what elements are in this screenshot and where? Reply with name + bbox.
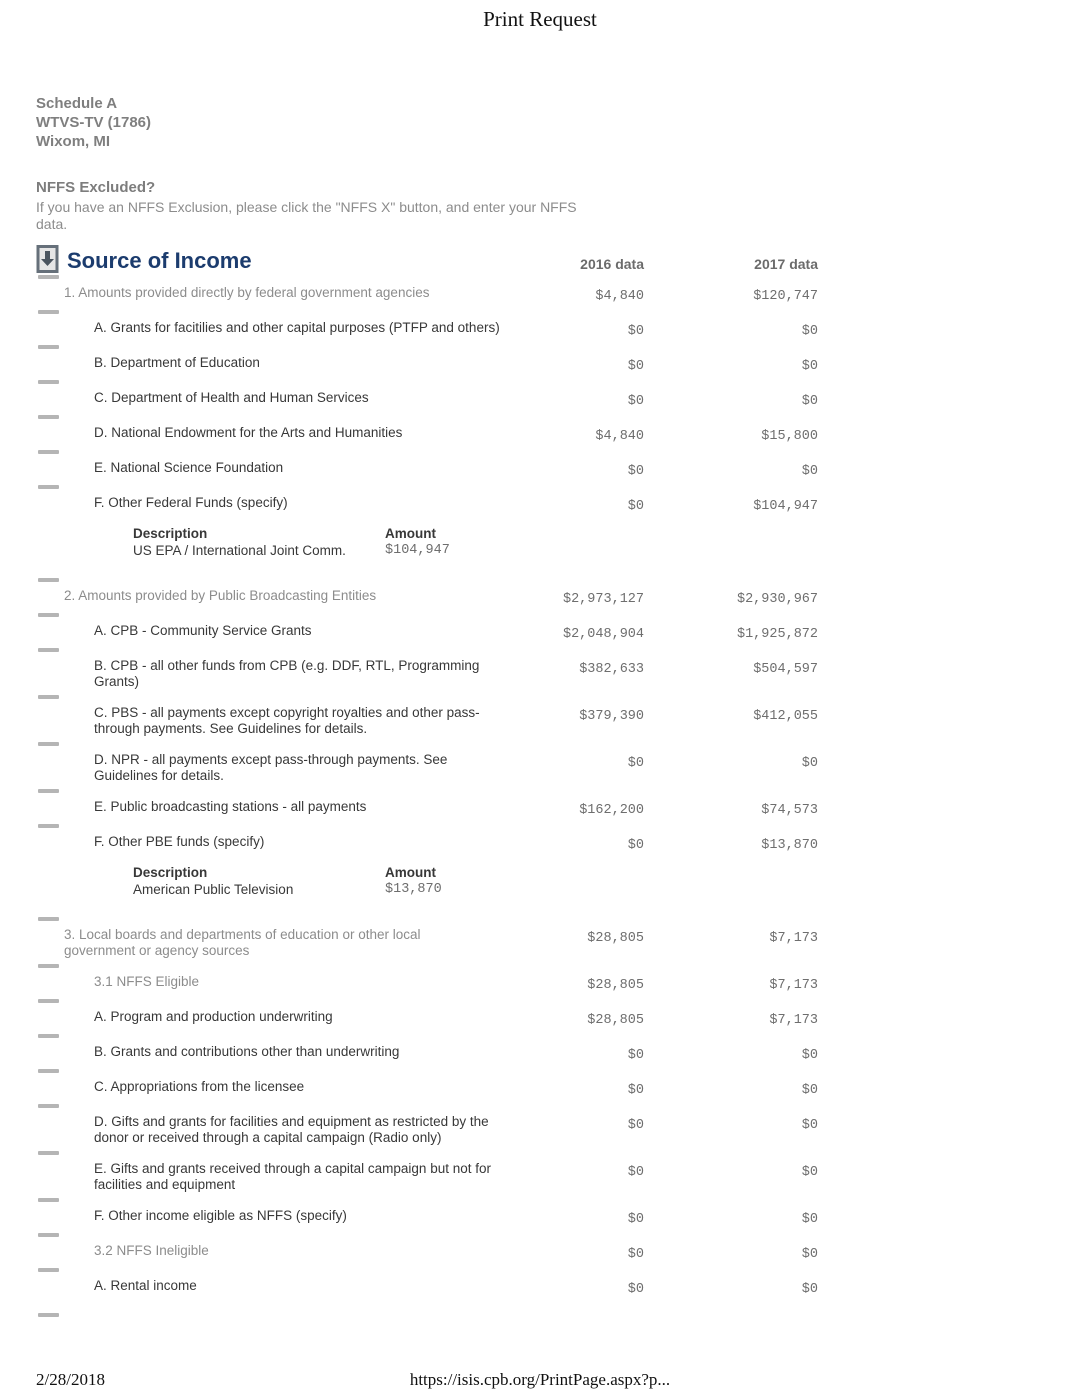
row-dash	[38, 613, 59, 617]
value-2017: $7,173	[769, 1013, 818, 1028]
row-label: C. Department of Health and Human Services	[94, 390, 369, 405]
value-2016: $0	[627, 1247, 644, 1262]
station-callsign: WTVS-TV (1786)	[36, 114, 152, 131]
detail-description-header: Description	[133, 526, 208, 541]
value-2016: $0	[627, 324, 644, 339]
value-2016: $0	[627, 394, 644, 409]
row-dash	[38, 1198, 59, 1202]
row-dash	[38, 789, 59, 793]
row-label: C. PBS - all payments except copyright royalties and other pass-through payments. See Guidelines for details.	[94, 705, 480, 736]
value-2016: $382,633	[579, 662, 644, 677]
value-2017: $7,173	[769, 931, 818, 946]
row-label: 3. Local boards and departments of education or other local government or agency sources	[64, 927, 421, 958]
table-row	[64, 1208, 1080, 1227]
value-2017: $0	[801, 1083, 818, 1098]
nffs-body-text: If you have an NFFS Exclusion, please click the "NFFS X" button, and enter your NFFS data.	[36, 199, 577, 232]
row-dash	[38, 415, 59, 419]
value-2017: $412,055	[753, 709, 818, 724]
row-dash	[38, 1151, 59, 1155]
row-label: D. NPR - all payments except pass-through payments. See Guidelines for details.	[94, 752, 448, 783]
value-2017: $0	[801, 756, 818, 771]
value-2017: $0	[801, 1247, 818, 1262]
row-label: E. National Science Foundation	[94, 460, 284, 475]
detail-amount: $13,870	[385, 882, 442, 897]
row-dash	[38, 742, 59, 746]
value-2017: $0	[801, 359, 818, 374]
row-label: 1. Amounts provided directly by federal government agencies	[64, 285, 430, 300]
row-label: B. Department of Education	[94, 355, 260, 370]
value-2017: $120,747	[753, 289, 818, 304]
section-title: Source of Income	[67, 248, 252, 273]
row-dash	[38, 1313, 59, 1317]
schedule-name: Schedule A	[36, 95, 118, 112]
value-2017: $0	[801, 464, 818, 479]
row-dash	[38, 1104, 59, 1108]
table-row	[64, 390, 1080, 409]
value-2017: $0	[801, 1212, 818, 1227]
row-dash	[38, 578, 59, 582]
detail-amount-header: Amount	[385, 526, 436, 541]
row-label: A. CPB - Community Service Grants	[94, 623, 312, 638]
value-2017: $2,930,967	[736, 592, 818, 607]
row-dash	[38, 964, 59, 968]
table-row	[64, 355, 1080, 374]
value-2016: $28,805	[587, 931, 644, 946]
row-label: A. Rental income	[94, 1278, 197, 1293]
page-title: Print Request	[483, 7, 597, 31]
table-row	[64, 588, 1080, 607]
station-info	[36, 94, 1080, 151]
value-2016: $0	[627, 499, 644, 514]
row-dash	[38, 450, 59, 454]
value-2016: $0	[627, 1282, 644, 1297]
table-row	[64, 834, 1080, 853]
row-dash	[38, 695, 59, 699]
table-row	[64, 927, 1080, 958]
value-2017: $15,800	[761, 429, 818, 444]
row-dash	[38, 1268, 59, 1272]
table-row	[64, 623, 1080, 642]
value-2016: $0	[627, 838, 644, 853]
footer-url: https://isis.cpb.org/PrintPage.aspx?p...	[409, 1370, 671, 1389]
value-2016: $162,200	[579, 803, 644, 818]
station-city: Wixom, MI	[36, 133, 111, 150]
value-2016: $28,805	[587, 978, 644, 993]
print-footer	[0, 1370, 1080, 1390]
value-2017: $74,573	[761, 803, 818, 818]
value-2017: $504,597	[753, 662, 818, 677]
value-2016: $2,973,127	[562, 592, 644, 607]
row-dash	[38, 275, 59, 279]
table-row	[64, 705, 1080, 736]
row-dash	[38, 999, 59, 1003]
row-label: D. National Endowment for the Arts and Humanities	[94, 425, 403, 440]
row-label: D. Gifts and grants for facilities and equipment as restricted by the donor or received through a capital campaign (Radio only)	[94, 1114, 489, 1145]
value-2017: $0	[801, 1282, 818, 1297]
value-2017: $1,925,872	[736, 627, 818, 642]
row-label: 3.2 NFFS Ineligible	[94, 1243, 209, 1258]
row-label: A. Program and production underwriting	[94, 1009, 333, 1024]
row-label: F. Other Federal Funds (specify)	[94, 495, 288, 510]
row-dash	[38, 1233, 59, 1237]
value-2016: $379,390	[579, 709, 644, 724]
row-dash	[38, 485, 59, 489]
detail-table	[133, 526, 1080, 559]
table-row	[64, 425, 1080, 444]
nffs-note	[36, 179, 1080, 233]
row-dash	[38, 310, 59, 314]
table-row	[64, 974, 1080, 993]
detail-table	[133, 865, 1080, 898]
detail-description-header: Description	[133, 865, 208, 880]
value-2016: $0	[627, 1083, 644, 1098]
value-2016: $0	[627, 464, 644, 479]
value-2016: $0	[627, 1048, 644, 1063]
table-row	[64, 320, 1080, 339]
table-row	[64, 285, 1080, 304]
detail-description: US EPA / International Joint Comm.	[133, 543, 346, 558]
row-dash	[38, 824, 59, 828]
value-2016: $4,840	[595, 429, 644, 444]
value-2017: $0	[801, 1048, 818, 1063]
value-2016: $0	[627, 756, 644, 771]
income-table	[64, 285, 1080, 1297]
table-row	[64, 1009, 1080, 1028]
value-2017: $0	[801, 1165, 818, 1180]
table-row	[64, 799, 1080, 818]
value-2017: $0	[801, 1118, 818, 1133]
income-section-header	[36, 247, 1080, 274]
table-row	[64, 495, 1080, 514]
value-2017: $13,870	[761, 838, 818, 853]
column-header-2017: 2017 data	[754, 256, 818, 272]
value-2017: $0	[801, 394, 818, 409]
table-row	[64, 1243, 1080, 1262]
value-2017: $7,173	[769, 978, 818, 993]
row-label: F. Other income eligible as NFFS (specify)	[94, 1208, 347, 1223]
value-2016: $4,840	[595, 289, 644, 304]
footer-date: 2/28/2018	[36, 1370, 105, 1389]
row-dash	[38, 917, 59, 921]
value-2016: $0	[627, 1212, 644, 1227]
table-row	[64, 1161, 1080, 1192]
value-2016: $0	[627, 1118, 644, 1133]
nffs-heading: NFFS Excluded?	[36, 179, 156, 196]
row-dash	[38, 345, 59, 349]
row-dash	[38, 1034, 59, 1038]
download-icon	[36, 245, 60, 274]
value-2017: $0	[801, 324, 818, 339]
value-2016: $2,048,904	[562, 627, 644, 642]
table-row	[64, 752, 1080, 783]
detail-amount-header: Amount	[385, 865, 436, 880]
row-dash	[38, 1069, 59, 1073]
row-dash	[38, 380, 59, 384]
detail-description: American Public Television	[133, 882, 294, 897]
table-row	[64, 1079, 1080, 1098]
row-label: E. Gifts and grants received through a capital campaign but not for facilities and equipment	[94, 1161, 491, 1192]
row-label: 2. Amounts provided by Public Broadcasting Entities	[64, 588, 377, 603]
row-label: B. CPB - all other funds from CPB (e.g. DDF, RTL, Programming Grants)	[94, 658, 480, 689]
row-label: F. Other PBE funds (specify)	[94, 834, 265, 849]
row-label: B. Grants and contributions other than underwriting	[94, 1044, 400, 1059]
value-2016: $0	[627, 1165, 644, 1180]
row-label: C. Appropriations from the licensee	[94, 1079, 305, 1094]
table-row	[64, 1044, 1080, 1063]
value-2016: $0	[627, 359, 644, 374]
column-header-2016: 2016 data	[580, 256, 644, 272]
row-label: 3.1 NFFS Eligible	[94, 974, 200, 989]
row-dash	[38, 648, 59, 652]
table-row	[64, 1114, 1080, 1145]
row-label: E. Public broadcasting stations - all payments	[94, 799, 367, 814]
table-row	[64, 460, 1080, 479]
table-row	[64, 1278, 1080, 1297]
detail-amount: $104,947	[385, 543, 450, 558]
table-row	[64, 658, 1080, 689]
value-2017: $104,947	[753, 499, 818, 514]
row-label: A. Grants for facitilies and other capital purposes (PTFP and others)	[94, 320, 500, 335]
value-2016: $28,805	[587, 1013, 644, 1028]
